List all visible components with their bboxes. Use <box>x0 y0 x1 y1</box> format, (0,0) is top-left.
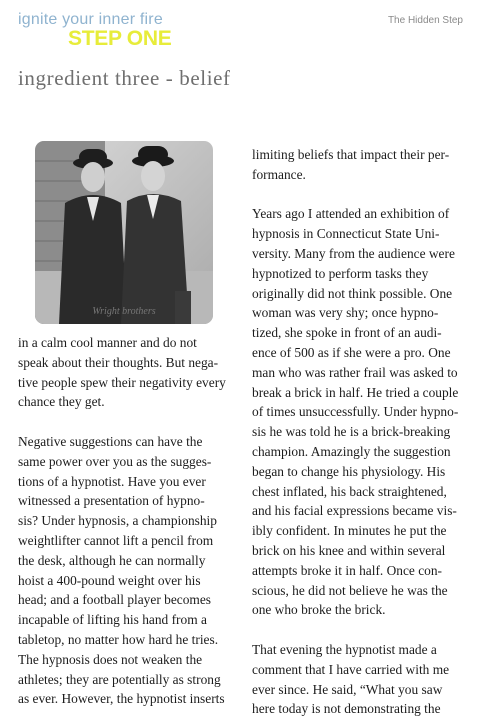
text-line: brick on his knee and within several <box>252 542 446 558</box>
text-line: attempts broke it in half. Once con- <box>252 562 443 578</box>
text-line: incapable of lifting his hand from a <box>18 612 207 628</box>
text-line: break a brick in half. He tried a couple <box>252 384 459 400</box>
text-line: Years ago I attended an exhibition of <box>252 206 450 222</box>
text-line: scious, he did not believe he was the <box>252 582 448 598</box>
text-line: sis he was told he is a brick-breaking <box>252 424 451 440</box>
text-line: limiting beliefs that impact their per- <box>252 147 450 162</box>
photo-caption: Wright brothers <box>92 306 156 317</box>
text-line: chance they get. <box>18 394 105 410</box>
text-line: hoist a 400-pound weight over his <box>18 572 201 588</box>
paragraph-gap <box>18 412 246 432</box>
text-line: originally did not think possible. One <box>252 285 453 301</box>
text-line: hypnotized to perform tasks they <box>252 265 429 281</box>
text-line: weightlifter cannot lift a pencil from <box>18 532 214 548</box>
book-title: The Hidden Step <box>387 15 463 26</box>
wright-brothers-photo <box>35 141 213 324</box>
text-line: woman was very shy; once hypno- <box>252 305 439 321</box>
text-line: sis? Under hypnosis, a championship <box>18 513 217 529</box>
step-title: STEP ONE <box>68 27 172 50</box>
text-line: hypnosis in Connecticut State Uni- <box>252 226 440 242</box>
text-line: in a calm cool manner and do not <box>18 335 197 350</box>
text-line: ence of 500 as if she were a pro. One <box>252 344 451 360</box>
text-line: versity. Many from the audience were <box>252 245 455 261</box>
text-line: here today is not demonstrating the <box>252 701 441 717</box>
text-line: champion. Amazingly the suggestion <box>252 443 451 459</box>
text-line: comment that I have carried with me <box>252 661 450 677</box>
text-line: ibly confident. In minutes he put the <box>252 523 447 539</box>
text-line: witnessed a presentation of hypno- <box>18 493 205 509</box>
text-line: head; and a football player becomes <box>18 592 211 608</box>
text-line: as ever. However, the hypnotist inserts <box>18 691 225 707</box>
paragraph-gap <box>252 620 474 640</box>
text-line: athletes; they are potentially as strong <box>18 671 221 687</box>
text-line: formance. <box>252 166 306 182</box>
text-line: same power over you as the sugges- <box>18 453 212 469</box>
section-heading: ingredient three - belief <box>18 66 231 90</box>
text-line: speak about their thoughts. But nega- <box>18 354 219 370</box>
text-line: began to change his physiology. His <box>252 463 446 479</box>
tagline: ignite your inner fire <box>18 11 163 28</box>
text-line: chest inflated, his back straightened, <box>252 483 447 499</box>
text-line: and his facial expressions became vis- <box>252 503 457 519</box>
text-line: tions of a hypnotist. Have you ever <box>18 473 206 489</box>
text-line: That evening the hypnotist made a <box>252 641 437 657</box>
text-line: ever since. He said, “What you saw <box>252 681 443 697</box>
text-line: of times unsuccessfully. Under hypno- <box>252 404 459 420</box>
text-line: tabletop, no matter how hard he tries. <box>18 631 219 647</box>
text-line: one who broke the brick. <box>252 602 386 618</box>
text-line: Negative suggestions can have the <box>18 433 203 449</box>
body-column-left <box>18 333 246 709</box>
text-line: man who was rather frail was asked to <box>252 364 458 380</box>
text-line: tized, she spoke in front of an audi- <box>252 325 442 341</box>
body-column-right <box>252 145 474 719</box>
paragraph-gap <box>252 185 474 205</box>
text-line: The hypnosis does not weaken the <box>18 651 203 667</box>
text-line: tive people spew their negativity every <box>18 374 226 390</box>
text-line: the desk, although he can normally <box>18 552 206 568</box>
